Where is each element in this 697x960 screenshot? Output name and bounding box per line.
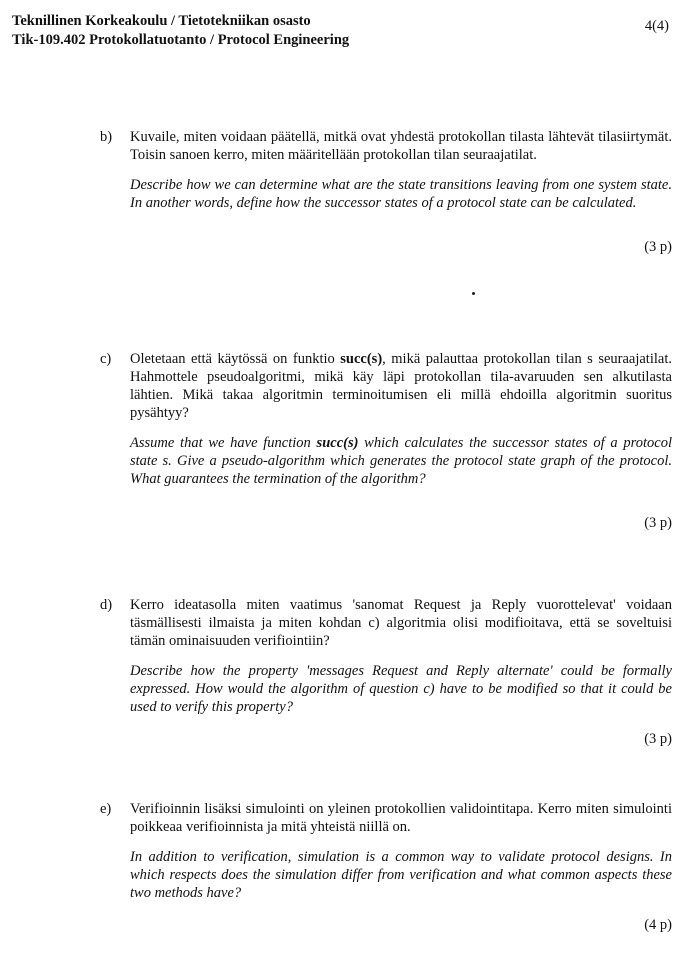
text-segment: Oletetaan että käytössä on funktio: [130, 351, 341, 367]
question-letter: c): [100, 351, 112, 367]
question-points: (3 p): [644, 731, 672, 747]
page-header: [12, 12, 349, 50]
question-b: [100, 128, 672, 256]
question-points: (3 p): [644, 515, 672, 531]
question-c: [100, 350, 672, 532]
question-letter: b): [100, 129, 113, 145]
question-letter: e): [100, 801, 112, 817]
question-text-finnish: [130, 350, 672, 422]
question-letter: d): [100, 597, 113, 613]
question-points: (4 p): [644, 917, 672, 933]
text-segment: Assume that we have function: [130, 435, 317, 451]
header-course: Tik-109.402 Protokollatuotanto / Protocol Engineering: [12, 32, 350, 48]
question-text-english: [130, 434, 672, 488]
function-name: succ(s): [316, 435, 359, 451]
question-text-english: In addition to verification, simulation is a common way to validate protocol designs. In which respects does the simulation differ from verification and what common aspects these two methods have?: [130, 849, 672, 901]
question-text-finnish: Kerro ideatasolla miten vaatimus 'sanomat Request ja Reply vuorottelevat' voidaan täsmällisesti ilmaista ja miten kohdan c) algoritmia olisi modifioitava, että se soveltuisi tämän ominaisuuden verifiointiin?: [130, 597, 672, 649]
question-text-english: Describe how the property 'messages Request and Reply alternate' could be formally expressed. How would the algorithm of question c) have to be modified so that it could be used to verify this property?: [130, 663, 672, 715]
question-e: [100, 800, 672, 934]
text-segment: which calculates the successor states of a protocol state s. Give a pseudo-algorithm which generates the protocol state graph of the protocol. What guarantees the termination of the algorithm?: [130, 435, 673, 487]
question-d: [100, 596, 672, 748]
stray-dot: [472, 292, 475, 295]
question-points: (3 p): [644, 239, 672, 255]
page-number: 4(4): [644, 18, 669, 34]
text-segment: , mikä palauttaa protokollan tilan s seuraajatilat. Hahmottele pseudoalgoritmi, mikä käy läpi protokollan tila-avaruuden sen alkutilasta lähtien. Mikä takaa algoritmin terminoitumisen eli millä ehdoilla algoritmin suoritus pysähtyy?: [130, 351, 672, 421]
question-text-finnish: Verifioinnin lisäksi simulointi on yleinen protokollien validointitapa. Kerro miten simulointi poikkeaa verifioinnista ja mitä yhteistä niillä on.: [130, 801, 672, 835]
header-institution: Teknillinen Korkeakoulu / Tietotekniikan osasto: [12, 13, 311, 29]
function-name: succ(s): [340, 351, 383, 367]
question-text-english: Describe how we can determine what are the state transitions leaving from one system state. In another words, define how the successor states of a protocol state can be calculated.: [130, 177, 672, 211]
question-text-finnish: Kuvaile, miten voidaan päätellä, mitkä ovat yhdestä protokollan tilasta lähtevät tilasiirtymät. Toisin sanoen kerro, miten määritellään protokollan tilan seuraajatilat.: [130, 129, 672, 163]
